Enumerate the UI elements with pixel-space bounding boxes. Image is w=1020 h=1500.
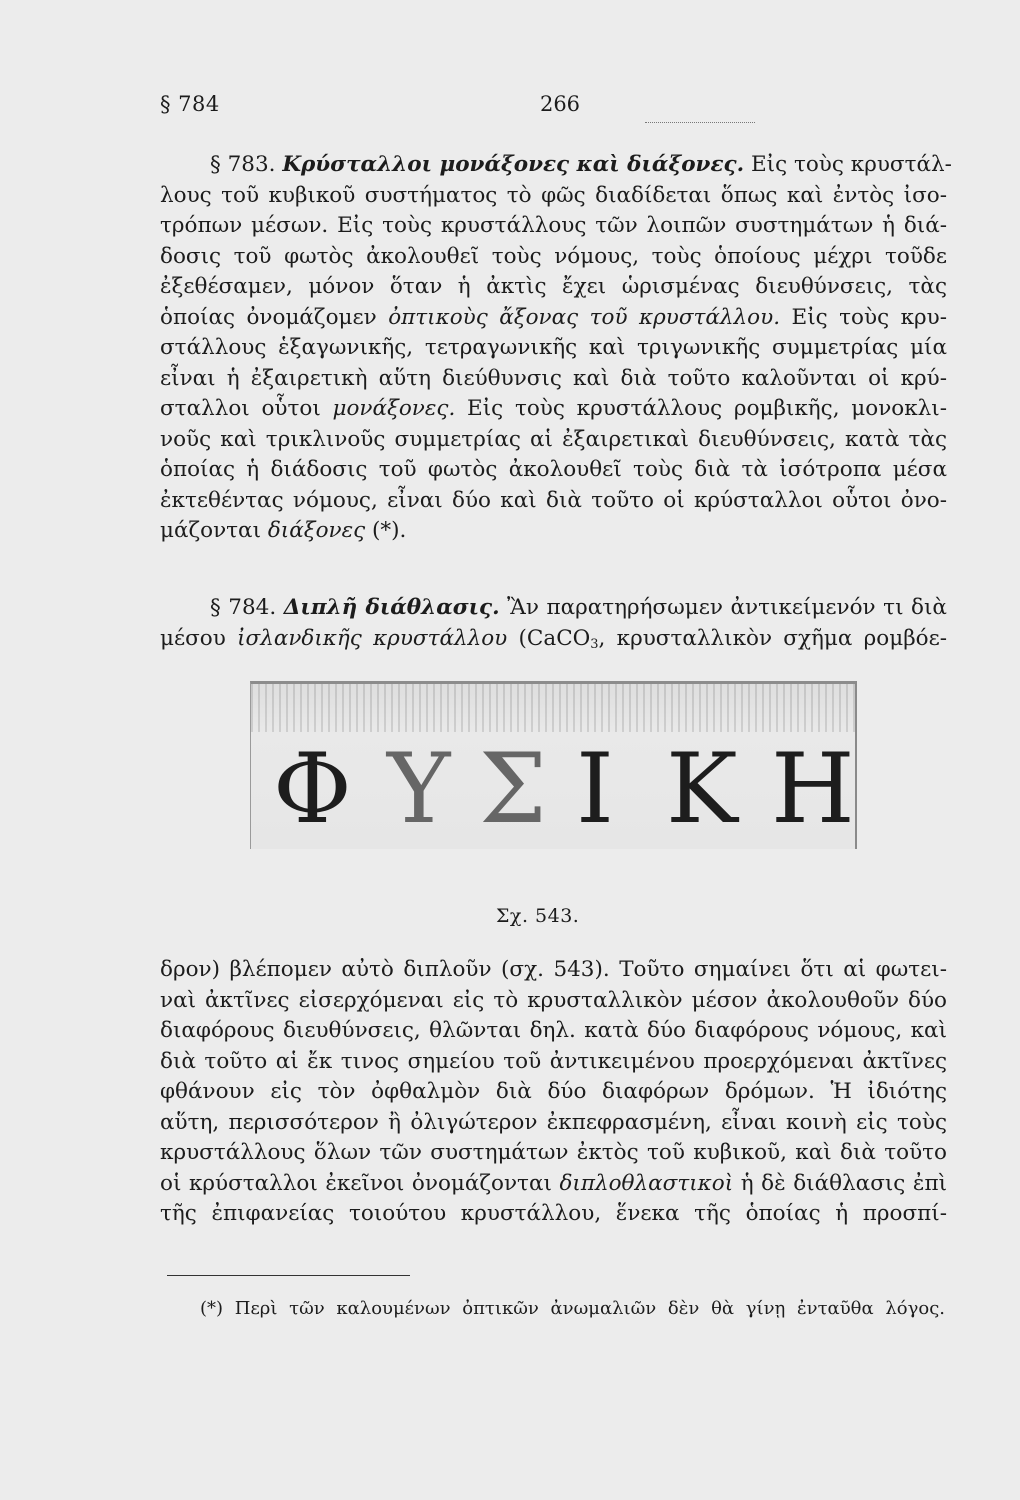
text-line: δρον) βλέπομεν αὐτὸ διπλοῦν (σχ. 543). Τοῦτο σημαίνει ὅτι αἱ φωτει-: [160, 957, 947, 982]
text-line: [160, 303, 947, 334]
italic-term: μονάξονες.: [332, 396, 456, 421]
text-run: ἡ δὲ διάθλασις ἐπὶ: [740, 1170, 948, 1196]
text-line: [160, 516, 947, 547]
section-title: Διπλῆ διάθλασις.: [283, 595, 500, 620]
section-784-continued: [160, 955, 947, 1230]
text-line: αὕτη, περισσότερον ἢ ὀλιγώτερον ἐκπεφρασμένη, εἶναι κοινὴ εἰς τοὺς: [160, 1109, 947, 1135]
section-number: § 784.: [210, 595, 277, 620]
text-run: μάζονται: [160, 518, 262, 543]
text-run: Εἰς τοὺς κρυστάλ-: [750, 152, 952, 177]
text-line: [160, 394, 947, 425]
footnote-rule: [167, 1275, 410, 1276]
text-line: εἶναι ἡ ἐξαιρετικὴ αὕτη διεύθυνσις καὶ διὰ τοῦτο καλοῦνται οἱ κρύ-: [160, 365, 947, 391]
text-line: στάλλους ἑξαγωνικῆς, τετραγωνικῆς καὶ τριγωνικῆς συμμετρίας μία: [160, 335, 947, 360]
text-line: ἐκτεθέντας νόμους, εἶναι δύο καὶ διὰ τοῦτο οἱ κρύσταλλοι οὗτοι ὀνο-: [160, 487, 947, 513]
text-line: [160, 1169, 947, 1200]
section-783: [160, 150, 952, 547]
figure-letter: Η: [771, 733, 855, 845]
footnote-ref: (*).: [372, 518, 407, 543]
text-run: σταλλοι οὗτοι: [160, 396, 321, 421]
text-line: [160, 593, 947, 624]
text-run: Ἂν παρατηρήσωμεν ἀντικείμενόν τι διὰ: [507, 595, 947, 620]
text-line: φθάνουν εἰς τὸν ὀφθαλμὸν διὰ δύο διαφόρων δρόμων. Ἡ ἰδιότης: [160, 1079, 947, 1104]
figure-double-refraction: [250, 681, 857, 849]
figure-letter: Υ: [387, 733, 451, 845]
section-number: § 783.: [210, 152, 276, 177]
text-run: , κρυσταλλικὸν σχῆμα ρομβόε-: [598, 625, 947, 651]
chemical-formula: [519, 626, 599, 651]
running-header: [160, 92, 950, 124]
formula-subscript: 3: [590, 636, 599, 652]
text-run: οἱ κρύσταλλοι ἐκεῖνοι ὀνομάζονται: [160, 1170, 552, 1196]
text-line: κρυστάλλους ὅλων τῶν συστημάτων ἐκτὸς τοῦ κυβικοῦ, καὶ διὰ τοῦτο: [160, 1140, 947, 1165]
header-section: § 784: [160, 92, 220, 116]
text-line: διὰ τοῦτο αἱ ἔκ τινος σημείου τοῦ ἀντικειμένου προερχόμεναι ἀκτῖνες: [160, 1048, 947, 1074]
text-line: ἐξεθέσαμεν, μόνον ὅταν ἡ ἀκτὶς ἔχει ὡρισμένας διευθύνσεις, τὰς: [160, 274, 947, 299]
footnote: (*) Περὶ τῶν καλουμένων ὀπτικῶν ἀνωμαλιῶν δὲν θὰ γίνῃ ἐνταῦθα λόγος.: [200, 1298, 945, 1319]
text-line: λους τοῦ κυβικοῦ συστήματος τὸ φῶς διαδίδεται ὅπως καὶ ἐντὸς ἰσο-: [160, 182, 947, 208]
page-number: 266: [539, 92, 581, 116]
text-line: [160, 624, 947, 661]
header-ornament: [645, 122, 755, 125]
italic-term: ἰσλανδικῆς κρυστάλλου: [237, 625, 508, 651]
text-line: τρόπων μέσων. Εἰς τοὺς κρυστάλλους τῶν λοιπῶν συστημάτων ἡ διά-: [160, 213, 947, 238]
text-run: Εἰς τοὺς κρυ-: [791, 304, 947, 330]
figure-letters: [251, 733, 855, 845]
section-title: Κρύσταλλοι μονάξονες καὶ διάξονες.: [282, 152, 745, 177]
text-line: διαφόρους διευθύνσεις, θλῶνται δηλ. κατὰ δύο διαφόρους νόμους, καὶ: [160, 1018, 947, 1043]
section-784: [160, 593, 947, 660]
figure-letter: Φ: [273, 733, 352, 845]
figure-letter: Ι: [576, 733, 614, 845]
text-line: ναὶ ἀκτῖνες εἰσερχόμεναι εἰς τὸ κρυσταλλικὸν μέσον ἀκολουθοῦν δύο: [160, 987, 947, 1013]
text-run: ὁποίας ὀνομάζομεν: [160, 304, 377, 330]
italic-term: διπλοθλαστικοὶ: [559, 1170, 734, 1196]
figure-texture: [251, 684, 855, 732]
formula-main: (CaCO: [518, 625, 591, 651]
figure-letter: Σ: [479, 733, 547, 845]
text-run: μέσου: [160, 625, 226, 651]
text-run: Εἰς τοὺς κρυστάλλους ρομβικῆς, μονοκλι-: [467, 396, 947, 421]
text-line: τῆς ἐπιφανείας τοιούτου κρυστάλλου, ἕνεκα τῆς ὁποίας ἡ προσπί-: [160, 1201, 947, 1226]
figure-caption: Σχ. 543.: [496, 905, 580, 927]
text-line: νοῦς καὶ τρικλινοῦς συμμετρίας αἱ ἐξαιρετικαὶ διευθύνσεις, κατὰ τὰς: [160, 426, 947, 452]
text-line: ὁποίας ἡ διάδοσις τοῦ φωτὸς ἀκολουθεῖ τοὺς διὰ τὰ ἰσότροπα μέσα: [160, 457, 947, 482]
italic-term: διάξονες: [267, 518, 366, 543]
italic-term: ὀπτικοὺς ἄξονας τοῦ κρυστάλλου.: [388, 304, 781, 330]
text-line: δοσις τοῦ φωτὸς ἀκολουθεῖ τοὺς νόμους, τοὺς ὁποίους μέχρι τοῦδε: [160, 243, 947, 269]
figure-letter: Κ: [666, 733, 738, 845]
text-line: [160, 150, 952, 181]
